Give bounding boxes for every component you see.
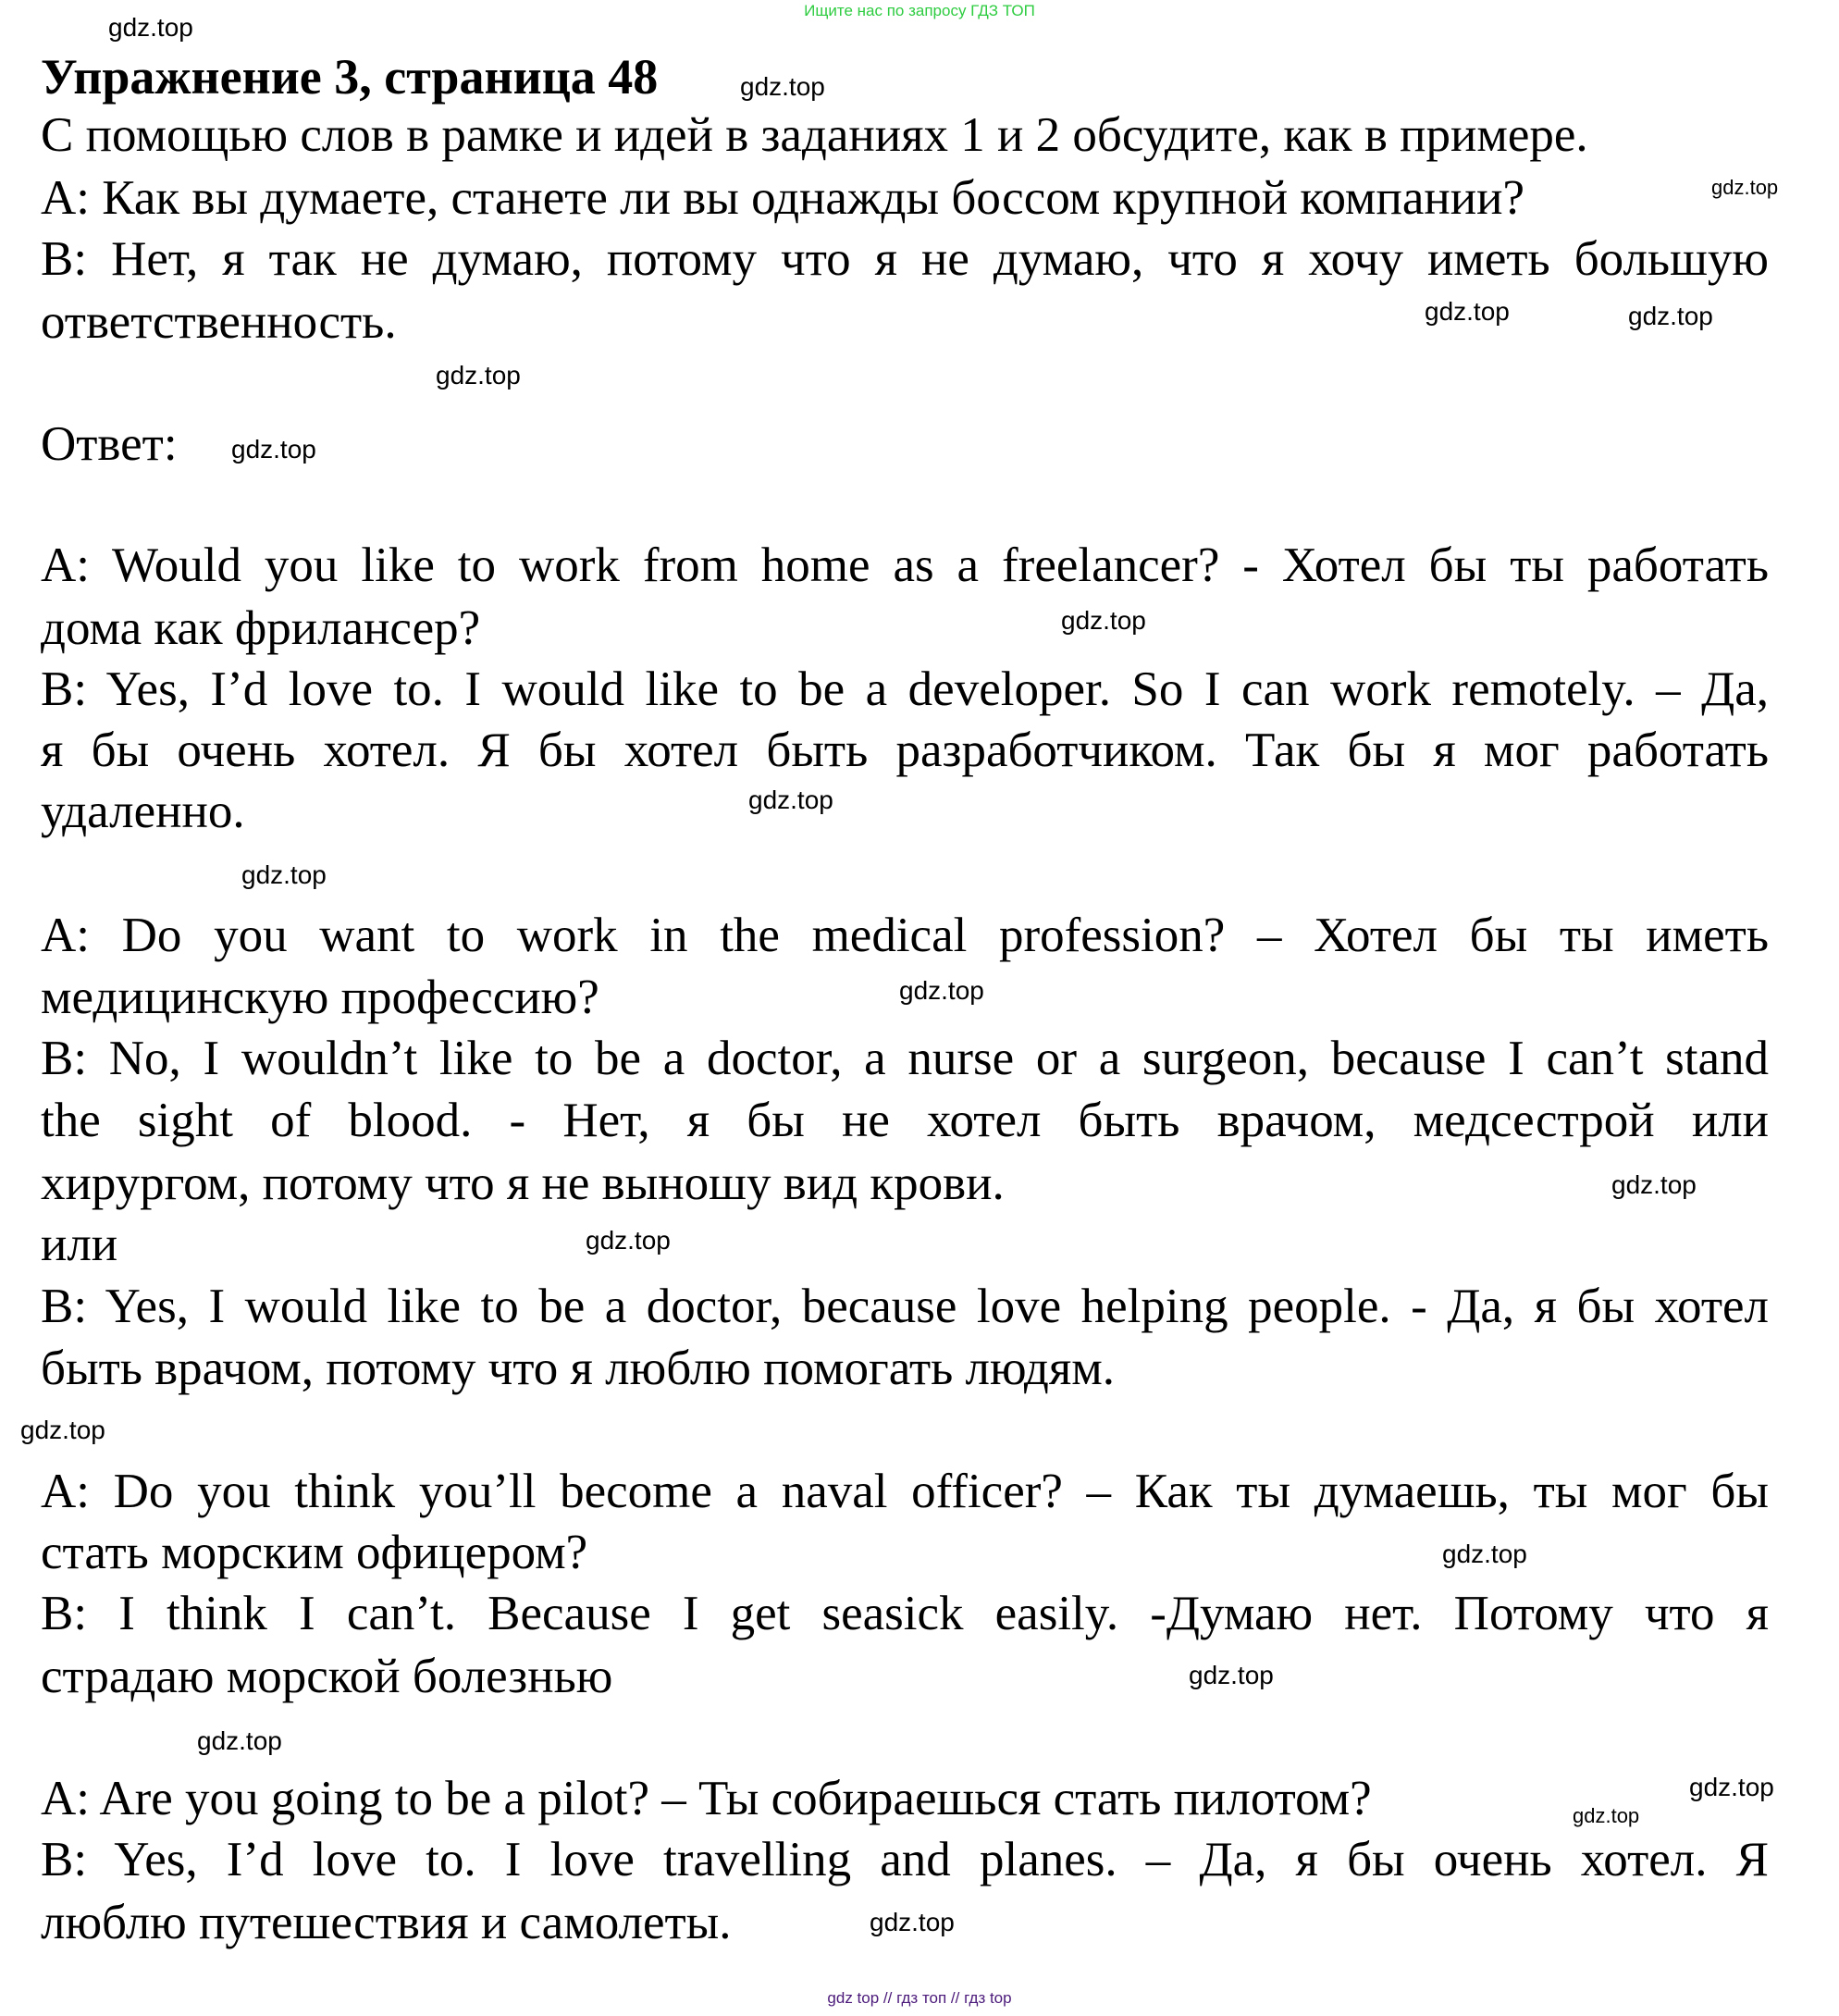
answer-line: A: Do you think you’ll become a naval officer? – Как ты думаешь, ты мог бы <box>41 1465 1769 1518</box>
answer-line: люблю путешествия и самолеты. <box>41 1896 732 1949</box>
watermark: gdz.top <box>1689 1773 1774 1801</box>
task-text: B: Нет, я так не думаю, потому что я не думаю, что я хочу иметь большую <box>41 232 1769 286</box>
answer-line: я бы очень хотел. Я бы хотел быть разработчиком. Так бы я мог работать <box>41 724 1769 777</box>
watermark: gdz.top <box>1711 176 1779 199</box>
watermark: gdz.top <box>748 785 833 814</box>
answer-line: B: Yes, I would like to be a doctor, because love helping people. - Да, я бы хотел <box>41 1280 1769 1333</box>
footer-links[interactable]: gdz top // гдз топ // гдз top <box>827 1989 1012 2007</box>
watermark: gdz.top <box>1061 606 1146 635</box>
watermark: gdz.top <box>1611 1170 1697 1199</box>
watermark: gdz.top <box>899 976 984 1005</box>
watermark: gdz.top <box>1442 1540 1527 1568</box>
page-title: Упражнение 3, страница 48 <box>41 49 659 105</box>
answer-line: медицинскую профессию? <box>41 971 599 1024</box>
answer-line: B: I think I can’t. Because I get seasick easily. -Думаю нет. Потому что я <box>41 1587 1769 1640</box>
top-banner[interactable]: Ищите нас по запросу ГДЗ ТОП <box>804 2 1035 19</box>
watermark: gdz.top <box>231 435 316 464</box>
watermark: gdz.top <box>241 860 327 889</box>
answer-line: или <box>41 1218 118 1271</box>
answer-line: удаленно. <box>41 785 245 838</box>
watermark: gdz.top <box>1573 1804 1640 1827</box>
watermark: gdz.top <box>20 1416 105 1444</box>
watermark: gdz.top <box>1189 1661 1274 1689</box>
answer-line: B: Yes, I’d love to. I love travelling and planes. – Да, я бы очень хотел. Я <box>41 1833 1769 1886</box>
watermark: gdz.top <box>1628 302 1713 330</box>
watermark: gdz.top <box>436 361 521 390</box>
watermark: gdz.top <box>197 1726 282 1755</box>
watermark: gdz.top <box>586 1226 671 1255</box>
answer-line: B: No, I wouldn’t like to be a doctor, a nurse or a surgeon, because I can’t stand <box>41 1032 1769 1085</box>
watermark: gdz.top <box>870 1908 955 1936</box>
answer-line: A: Are you going to be a pilot? – Ты собираешься стать пилотом? <box>41 1772 1372 1825</box>
answer-line: дома как фрилансер? <box>41 601 481 655</box>
answer-line: быть врачом, потому что я люблю помогать людям. <box>41 1342 1116 1395</box>
answer-line: A: Would you like to work from home as a freelancer? - Хотел бы ты работать <box>41 538 1769 592</box>
watermark: gdz.top <box>108 13 193 42</box>
answer-line: B: Yes, I’d love to. I would like to be a developer. So I can work remotely. – Да, <box>41 662 1769 716</box>
answer-line: A: Do you want to work in the medical profession? – Хотел бы ты иметь <box>41 909 1769 962</box>
watermark: gdz.top <box>740 72 825 101</box>
answer-line: стать морским офицером? <box>41 1526 588 1579</box>
answer-line: страдаю морской болезнью <box>41 1650 613 1703</box>
answer-line: хирургом, потому что я не выношу вид крови. <box>41 1156 1005 1210</box>
answer-label: Ответ: <box>41 417 178 471</box>
task-text: С помощью слов в рамке и идей в заданиях 1 и 2 обсудите, как в примере. <box>41 108 1588 162</box>
watermark: gdz.top <box>1425 297 1510 326</box>
task-text: ответственность. <box>41 295 397 349</box>
answer-line: the sight of blood. - Нет, я бы не хотел быть врачом, медсестрой или <box>41 1094 1769 1147</box>
task-text: A: Как вы думаете, станете ли вы однажды боссом крупной компании? <box>41 171 1524 225</box>
